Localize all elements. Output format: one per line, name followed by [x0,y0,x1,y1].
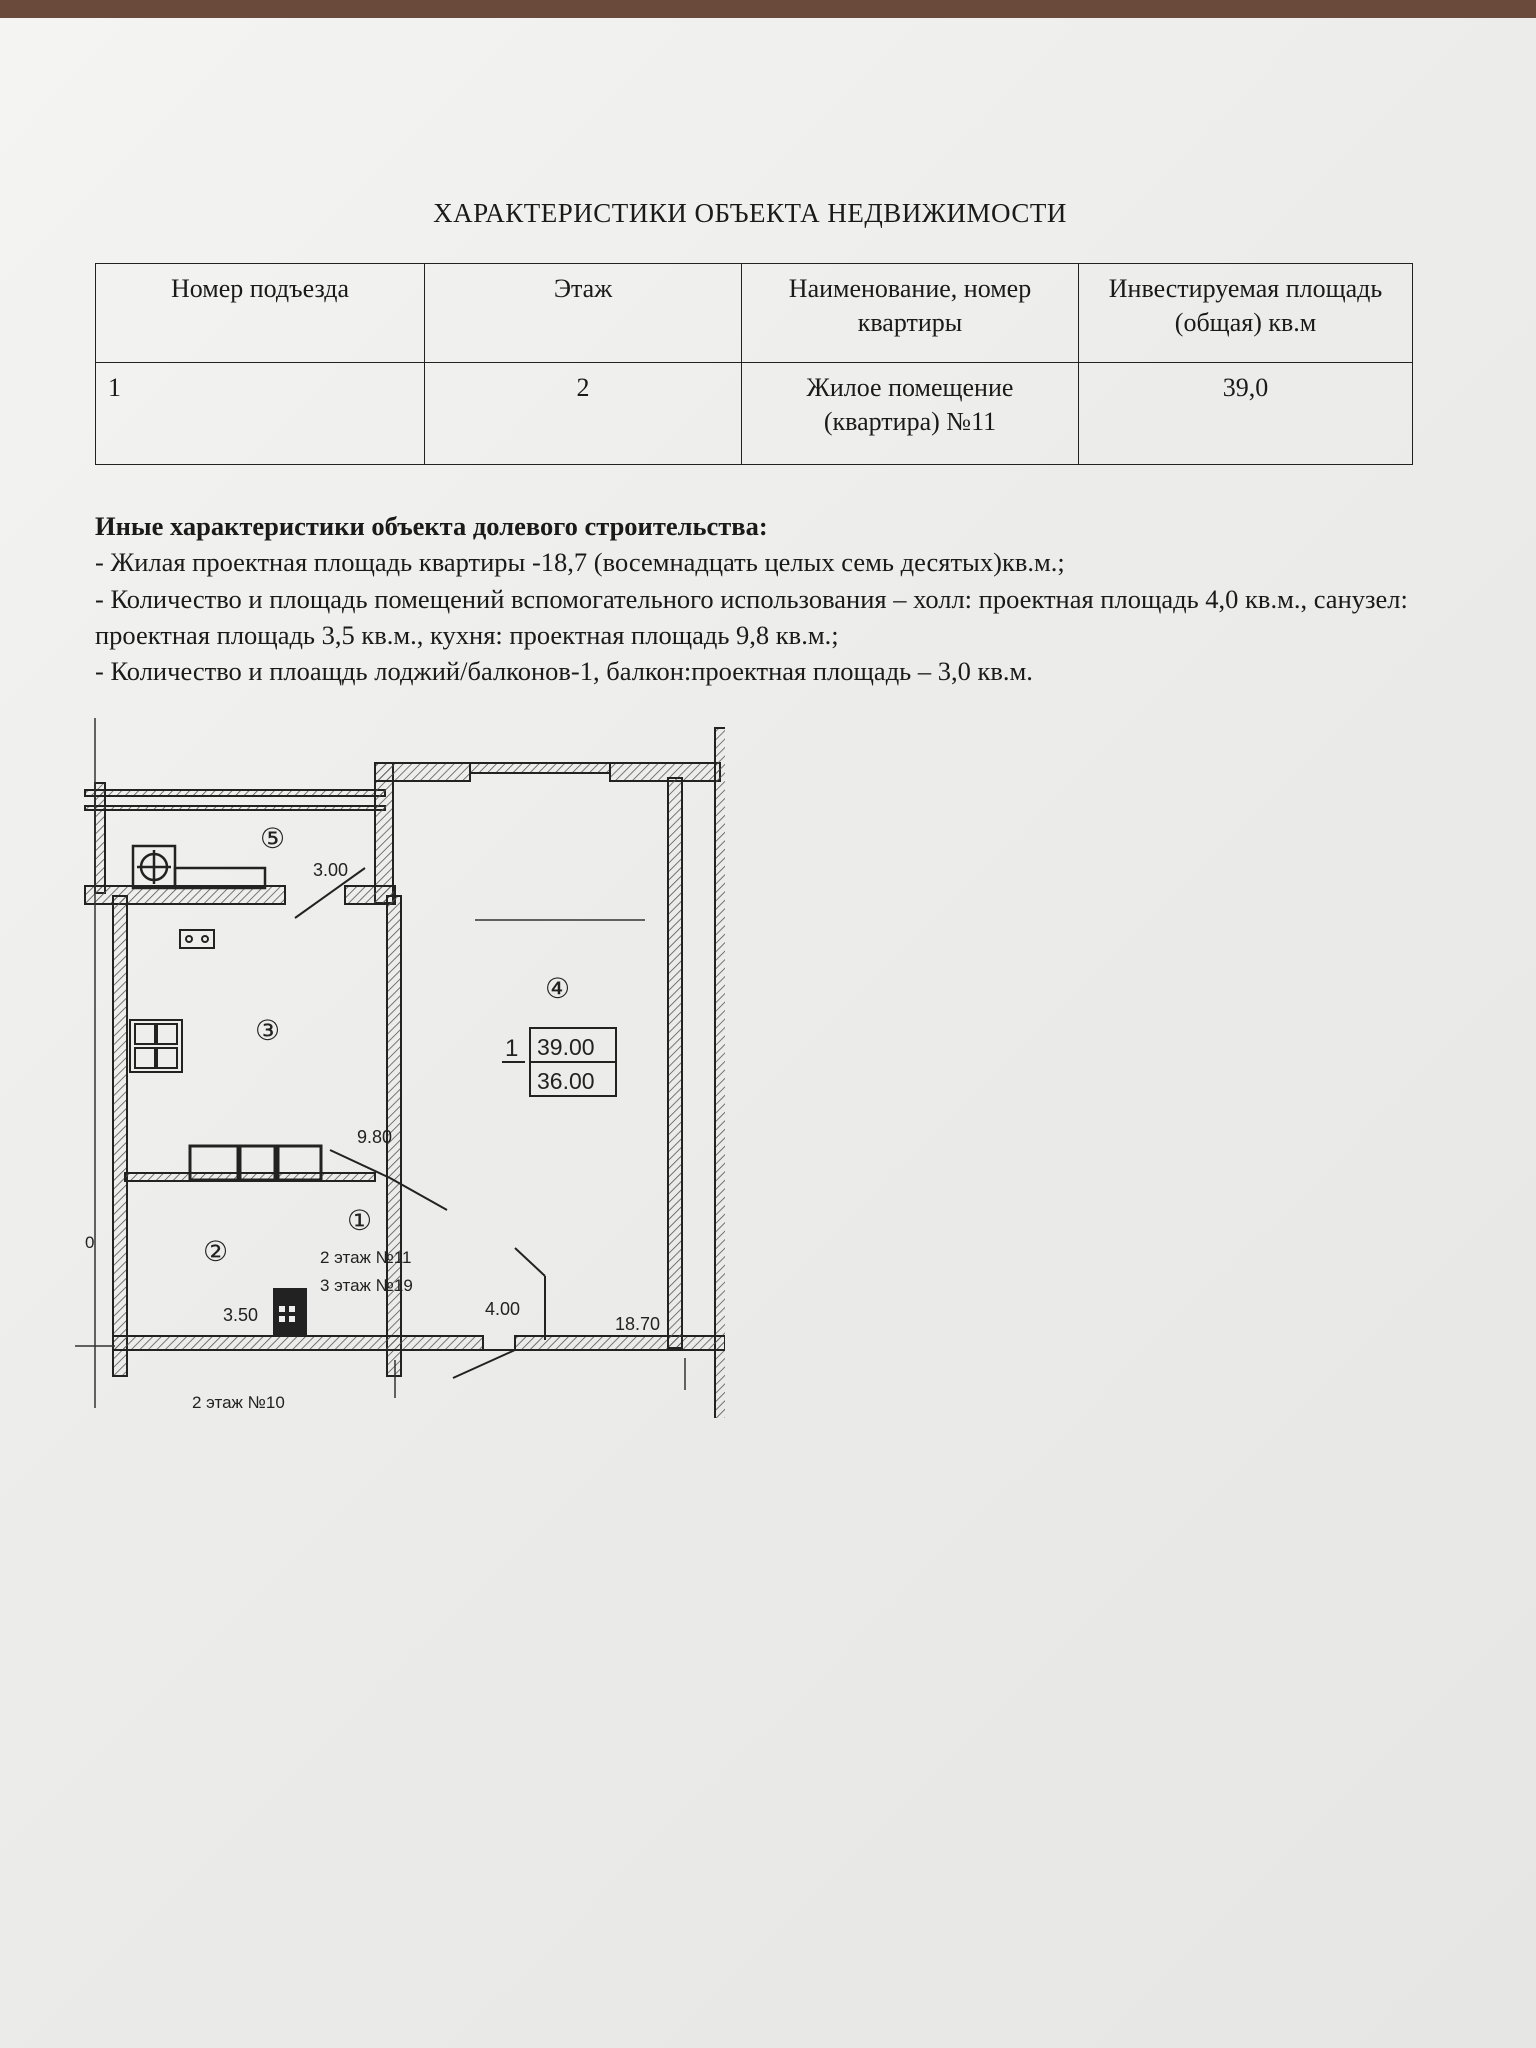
cell-entrance: 1 [96,363,425,465]
table-row [96,363,1413,465]
label-left-cut: 0 [85,1233,95,1252]
badge-count: 1 [505,1035,519,1062]
room-number-5: ⑤ [260,823,286,854]
characteristics-line: - Количество и плоащдь лоджий/балконов-1, балкон:проектная площадь – 3,0 кв.м. [95,656,1033,687]
header-entrance: Номер подъезда [96,264,425,363]
room-area-3: 9.80 [357,1127,393,1147]
characteristics-line: - Количество и площадь помещений вспомогательного использования – холл: проектная площадь 4,0 кв.м., санузел: проектная площадь 3,5 кв.м., кухня: проектная площадь 9,8 кв.м.; [95,583,1408,650]
label-below: 2 этаж №10 [192,1393,285,1412]
electric-panel-icon [273,1288,307,1336]
table-header-row [96,264,1413,363]
badge-living-area: 36.00 [537,1068,595,1094]
badge-total-area: 39.00 [537,1034,595,1060]
document-title: ХАРАКТЕРИСТИКИ ОБЪЕКТА НЕДВИЖИМОСТИ [433,198,1067,228]
header-area: Инвестируемая площадь (общая) кв.м [1079,264,1413,363]
floor-plan [75,718,725,1418]
apartment-walls [113,763,725,1376]
other-characteristics [95,508,1435,689]
room-area-1: 4.00 [485,1299,521,1319]
room-area-4: 18.70 [615,1314,661,1334]
header-apartment: Наименование, номер квартиры [742,264,1079,363]
header-floor: Этаж [425,264,742,363]
room-area-5: 3.00 [313,860,349,880]
room-number-1: ① [347,1205,373,1236]
room-number-3: ③ [255,1015,281,1046]
property-table [95,263,1413,465]
sink-icon [180,930,214,948]
room-area-2: 3.50 [223,1305,259,1325]
cell-apartment: Жилое помещение (квартира) №11 [742,363,1079,465]
document-sheet [0,18,1536,2048]
stove-icon [130,1020,182,1072]
cell-floor: 2 [425,363,742,465]
apartment-area-badge [502,1028,616,1096]
cell-area: 39,0 [1079,363,1413,465]
ventilation-shaft [133,846,265,888]
label-floor-2: 2 этаж №11 [320,1248,412,1267]
room-number-4: ④ [545,973,571,1004]
characteristics-heading: Иные характеристики объекта долевого строительства: [95,511,768,541]
characteristics-line: - Жилая проектная площадь квартиры -18,7 (восемнадцать целых семь десятых)кв.м.; [95,547,1065,578]
label-floor-3: 3 этаж №19 [320,1276,413,1295]
room-number-2: ② [203,1236,229,1267]
